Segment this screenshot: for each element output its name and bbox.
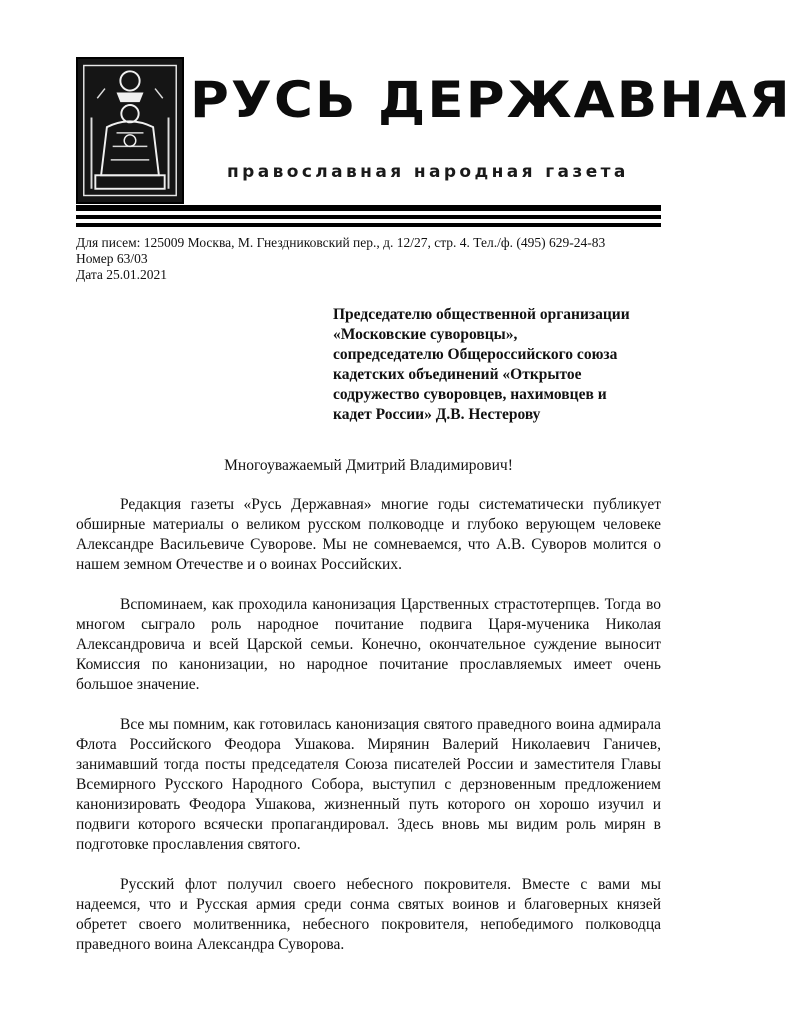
newspaper-subtitle: православная народная газета	[227, 162, 629, 182]
addressee-block	[333, 305, 668, 425]
salutation: Многоуважаемый Дмитрий Владимирович!	[224, 457, 513, 474]
body-paragraph: Русский флот получил своего небесного покровителя. Вместе с вами мы надеемся, что и Русская армия среди сонма святых воинов и благоверных князей обретет своего молитвенника, небесного покровителя, непобедимого полководца праведного воина Александра Суворова.	[76, 876, 661, 953]
icon-artwork	[78, 59, 182, 202]
letter-number: Номер 63/03	[76, 251, 148, 266]
letter-date: Дата 25.01.2021	[76, 267, 168, 282]
newspaper-title: РУСЬ ДЕРЖАВНАЯ	[190, 71, 792, 129]
addressee-line: сопредседателю Общероссийского союза	[333, 346, 618, 363]
header-divider-top	[76, 205, 661, 211]
addressee-line: Председателю общественной организации	[333, 306, 630, 323]
body-paragraph: Вспоминаем, как проходила канонизация Царственных страстотерпцев. Тогда во многом сыграло роль народное почитание подвига Царя-мученика Николая Александровича и всей Царской семьи. Конечно, окончательное суждение выносит Комиссия по канонизации, но народное почитание прославляемых имеет очень большое значение.	[76, 596, 661, 693]
addressee-line: кадет России» Д.В. Нестерову	[333, 406, 541, 423]
header-divider-middle	[76, 215, 661, 219]
addressee-line: «Московские суворовцы»,	[333, 326, 518, 343]
derzhavnaya-icon	[76, 57, 184, 204]
letter-meta	[76, 235, 605, 283]
body-paragraph: Редакция газеты «Русь Державная» многие годы систематически публикует обширные материалы о великом русском полководце и глубоко верующем человеке Александре Васильевиче Суворове. Мы не сомневаемся, что А.В. Суворов молится о нашем земном Отечестве и о воинах Российских.	[76, 496, 661, 573]
body-paragraph: Все мы помним, как готовилась канонизация святого праведного воина адмирала Флота Российского Феодора Ушакова. Мирянин Валерий Николаевич Ганичев, занимавший тогда посты председателя Союза писателей России и заместителя Главы Всемирного Русского Народного Собора, выступил с дерзновенным предложением канонизировать Феодора Ушакова, жизненный путь которого он хорошо изучил и подвиги которого всячески пропагандировал. Здесь вновь мы видим роль мирян в подготовке прославления святого.	[76, 716, 661, 853]
addressee-line: кадетских объединений «Открытое	[333, 366, 582, 383]
contact-address: Для писем: 125009 Москва, М. Гнездниковский пер., д. 12/27, стр. 4. Тел./ф. (495) 629-24-83	[76, 235, 606, 250]
addressee-line: содружество суворовцев, нахимовцев и	[333, 386, 607, 403]
letter-body	[76, 495, 661, 975]
header-divider-bottom	[76, 223, 661, 227]
